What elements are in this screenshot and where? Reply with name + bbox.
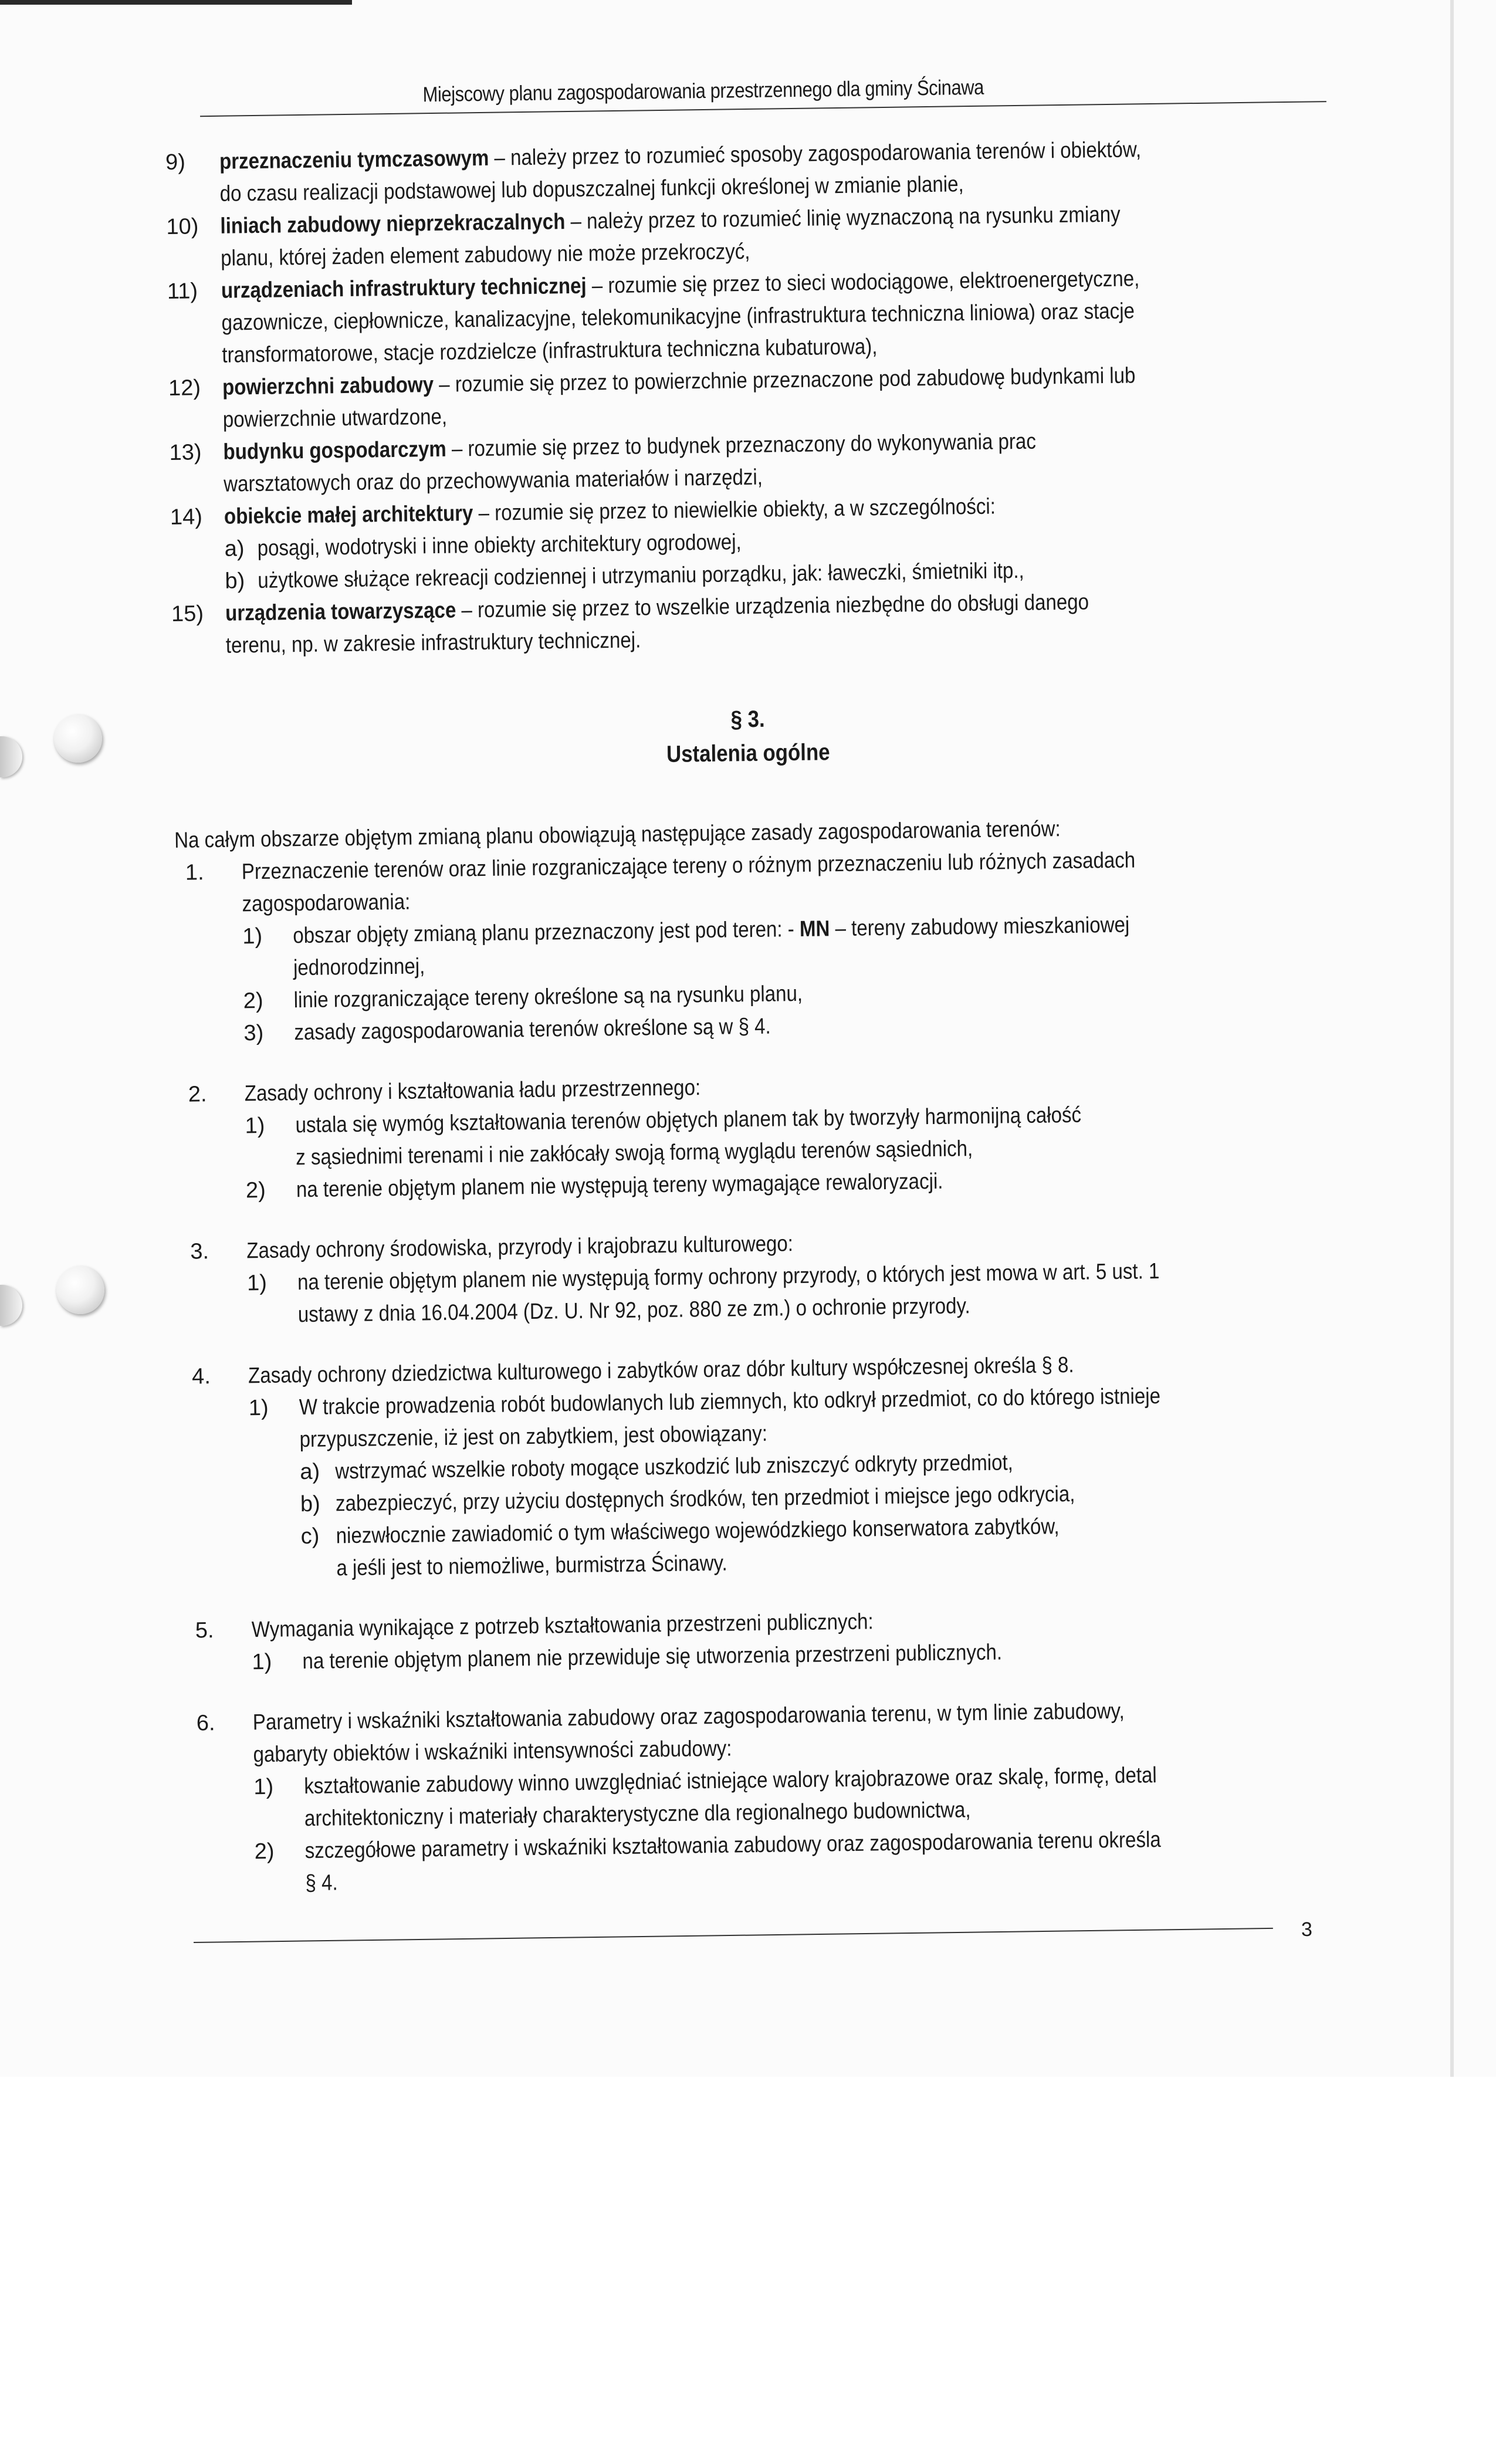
- definition-number: 10): [166, 214, 199, 239]
- definition-term: liniach zabudowy nieprzekraczalnych: [220, 209, 566, 239]
- definition-number: 11): [167, 279, 198, 304]
- subitem-text: ustala się wymóg kształtowania terenów objętych planem tak by tworzyły harmonijną całość: [295, 1102, 1082, 1138]
- provision-number: 4.: [191, 1364, 211, 1389]
- punch-hole-edge: [0, 736, 22, 777]
- provision-number: 3.: [190, 1239, 209, 1264]
- subitem-text: na terenie objętym planem nie występują formy ochrony przyrody, o których jest mowa w art. 5 ust. 1: [297, 1258, 1160, 1295]
- page-right-edge: [1450, 0, 1454, 2077]
- definition-term: budynku gospodarczym: [223, 436, 447, 465]
- provision-number: 1.: [185, 860, 204, 885]
- definition-line: – należy przez to rozumieć sposoby zagospodarowania terenów i obiektów,: [489, 137, 1142, 171]
- subitem-text: ustawy z dnia 16.04.2004 (Dz. U. Nr 92, poz. 880 ze zm.) o ochronie przyrody.: [297, 1294, 970, 1328]
- subitem-text: wstrzymać wszelkie roboty mogące uszkodzić lub zniszczyć odkryty przedmiot,: [335, 1450, 1014, 1484]
- provision-text: Parametry i wskaźniki kształtowania zabudowy oraz zagospodarowania terenu, w tym linie zabudowy,: [252, 1698, 1125, 1735]
- subitem-number: 3): [243, 1020, 264, 1046]
- intro-text: Na całym obszarze objętym zmianą planu obowiązują następujące zasady zagospodarowania terenów:: [174, 817, 1061, 853]
- definition-number: 13): [169, 440, 202, 465]
- subitem-number: 1): [248, 1395, 269, 1421]
- definition-line: – należy przez to rozumieć linię wyznaczoną na rysunku zmiany: [565, 202, 1121, 235]
- subitem-letter: a): [300, 1459, 320, 1485]
- definition-line: gazownicze, ciepłownicze, kanalizacyjne, telekomunikacyjne (infrastruktura techniczna liniowa) oraz stacje: [221, 299, 1135, 336]
- definition-line: powierzchnie utwardzone,: [222, 404, 448, 432]
- subitem-letter: b): [225, 568, 245, 594]
- subitem-number: 1): [245, 1113, 265, 1139]
- scan-edge-bar: [0, 0, 352, 5]
- section-title: Ustalenia ogólne: [666, 739, 830, 767]
- subitem-letter: a): [224, 536, 245, 561]
- subitem-text-post: – tereny zabudowy mieszkaniowej: [830, 912, 1130, 942]
- subitem-text: zasady zagospodarowania terenów określone są w § 4.: [294, 1014, 771, 1045]
- provision-text: Wymagania wynikające z potrzeb kształtowania przestrzeni publicznych:: [251, 1609, 874, 1643]
- subitem-text: przypuszczenie, iż jest on zabytkiem, jest obowiązany:: [299, 1421, 768, 1453]
- punch-hole-edge: [0, 1285, 22, 1326]
- definition-line: warsztatowych oraz do przechowywania materiałów i narzędzi,: [223, 465, 763, 497]
- zone-symbol: MN: [799, 916, 830, 942]
- definition-line: – rozumie się przez to sieci wodociągowe, elektroenergetyczne,: [586, 266, 1140, 299]
- subitem-text: W trakcie prowadzenia robót budowlanych lub ziemnych, kto odkrył przedmiot, co do którego istnieje: [299, 1383, 1161, 1420]
- subitem-text: jednorodzinnej,: [293, 954, 425, 981]
- definition-number: 12): [168, 375, 201, 401]
- subitem-text-pre: obszar objęty zmianą planu przeznaczony jest pod teren: -: [293, 916, 800, 949]
- subitem-text: z sąsiednimi terenami i nie zakłócały swoją formą wyglądu terenów sąsiednich,: [296, 1136, 973, 1170]
- provision-text: gabaryty obiektów i wskaźniki intensywności zabudowy:: [253, 1736, 732, 1768]
- header-rule: [200, 101, 1326, 117]
- subitem-number: 2): [243, 988, 263, 1014]
- definition-term: obiekcie małej architektury: [224, 501, 473, 529]
- scan-blank-area: [0, 2077, 1496, 2464]
- definition-line: do czasu realizacji podstawowej lub dopuszczalnej funkcji określonej w zmianie planie,: [219, 172, 964, 207]
- definition-term: urządzeniach infrastruktury technicznej: [221, 273, 587, 303]
- subitem-text: użytkowe służące rekreacji codziennej i utrzymaniu porządku, jak: ławeczki, śmietniki itp.,: [258, 558, 1024, 593]
- provision-number: 2.: [188, 1082, 207, 1107]
- definition-term: powierzchni zabudowy: [222, 373, 434, 400]
- subitem-text: a jeśli jest to niemożliwe, burmistrza Ścinawy.: [336, 1551, 727, 1581]
- page-number: 3: [1301, 1918, 1313, 1941]
- subitem-text: na terenie objętym planem nie przewiduje się utworzenia przestrzeni publicznych.: [302, 1640, 1003, 1674]
- definition-term: przeznaczeniu tymczasowym: [219, 145, 489, 174]
- provision-text: Przeznaczenie terenów oraz linie rozgraniczające tereny o różnym przeznaczeniu lub różnych zasadach: [241, 848, 1136, 885]
- provision-number: 5.: [195, 1618, 214, 1643]
- subitem-number: 1): [252, 1649, 272, 1675]
- definition-number: 9): [165, 150, 186, 175]
- definition-line: transformatorowe, stacje rozdzielcze (infrastruktura techniczna kubaturowa),: [222, 334, 878, 368]
- definition-line: – rozumie się przez to wszelkie urządzenia niezbędne do obsługi danego: [456, 590, 1089, 623]
- provision-text: zagospodarowania:: [242, 889, 411, 917]
- definition-term: urządzenia towarzyszące: [225, 598, 456, 626]
- definition-line: planu, której żaden element zabudowy nie może przekroczyć,: [220, 239, 750, 271]
- provision-text: Zasady ochrony i kształtowania ładu przestrzennego:: [244, 1075, 701, 1106]
- definition-line: terenu, np. w zakresie infrastruktury technicznej.: [225, 628, 641, 658]
- definition-line: – rozumie się przez to niewielkie obiekty, a w szczególności:: [473, 494, 996, 526]
- provision-text: Zasady ochrony środowiska, przyrody i krajobrazu kulturowego:: [246, 1231, 794, 1264]
- subitem-text: linie rozgraniczające tereny określone są na rysunku planu,: [293, 981, 803, 1013]
- footer-rule: [194, 1928, 1273, 1943]
- document-content: [164, 55, 1326, 1896]
- provision-text: Zasady ochrony dziedzictwa kulturowego i zabytków oraz dóbr kultury współczesnej określa § 8.: [248, 1352, 1074, 1389]
- punch-hole: [56, 1266, 104, 1314]
- subitem-text: § 4.: [305, 1870, 338, 1896]
- subitem-text: architektoniczny i materiały charakterystyczne dla regionalnego budownictwa,: [304, 1798, 971, 1832]
- subitem-letter: b): [300, 1491, 321, 1517]
- punch-hole: [54, 715, 102, 763]
- page-header-title: Miejscowy planu zagospodarowania przestrzennego dla gminy Ścinawa: [422, 75, 984, 107]
- definition-line: – rozumie się przez to powierzchnie przeznaczone pod zabudowę budynkami lub: [433, 363, 1136, 398]
- document-body: [165, 131, 1338, 1901]
- subitem-text: na terenie objętym planem nie występują tereny wymagające rewaloryzacji.: [296, 1169, 943, 1203]
- subitem-text: szczegółowe parametry i wskaźniki kształtowania zabudowy oraz zagospodarowania terenu określa: [304, 1827, 1161, 1864]
- definition-line: – rozumie się przez to budynek przeznaczony do wykonywania prac: [446, 429, 1037, 462]
- subitem-number: 2): [245, 1177, 266, 1203]
- provision-number: 6.: [196, 1711, 215, 1736]
- subitem-text: posągi, wodotryski i inne obiekty architektury ogrodowej,: [257, 530, 742, 561]
- section-number: § 3.: [730, 706, 765, 733]
- definition-number: 14): [170, 505, 203, 530]
- subitem-text: zabezpieczyć, przy użyciu dostępnych środków, ten przedmiot i miejsce jego odkrycia,: [335, 1481, 1075, 1517]
- subitem-text: kształtowanie zabudowy winno uwzględniać istniejące walory krajobrazowe oraz skalę, formę, detal: [304, 1763, 1157, 1799]
- subitem-number: 1): [253, 1774, 274, 1800]
- subitem-letter: c): [300, 1524, 320, 1549]
- subitem-number: 2): [254, 1839, 275, 1864]
- definition-number: 15): [171, 601, 204, 627]
- subitem-text: niezwłocznie zawiadomić o tym właściwego wojewódzkiego konserwatora zabytków,: [336, 1514, 1060, 1549]
- subitem-number: 1): [246, 1270, 268, 1296]
- subitem-number: 1): [242, 923, 263, 949]
